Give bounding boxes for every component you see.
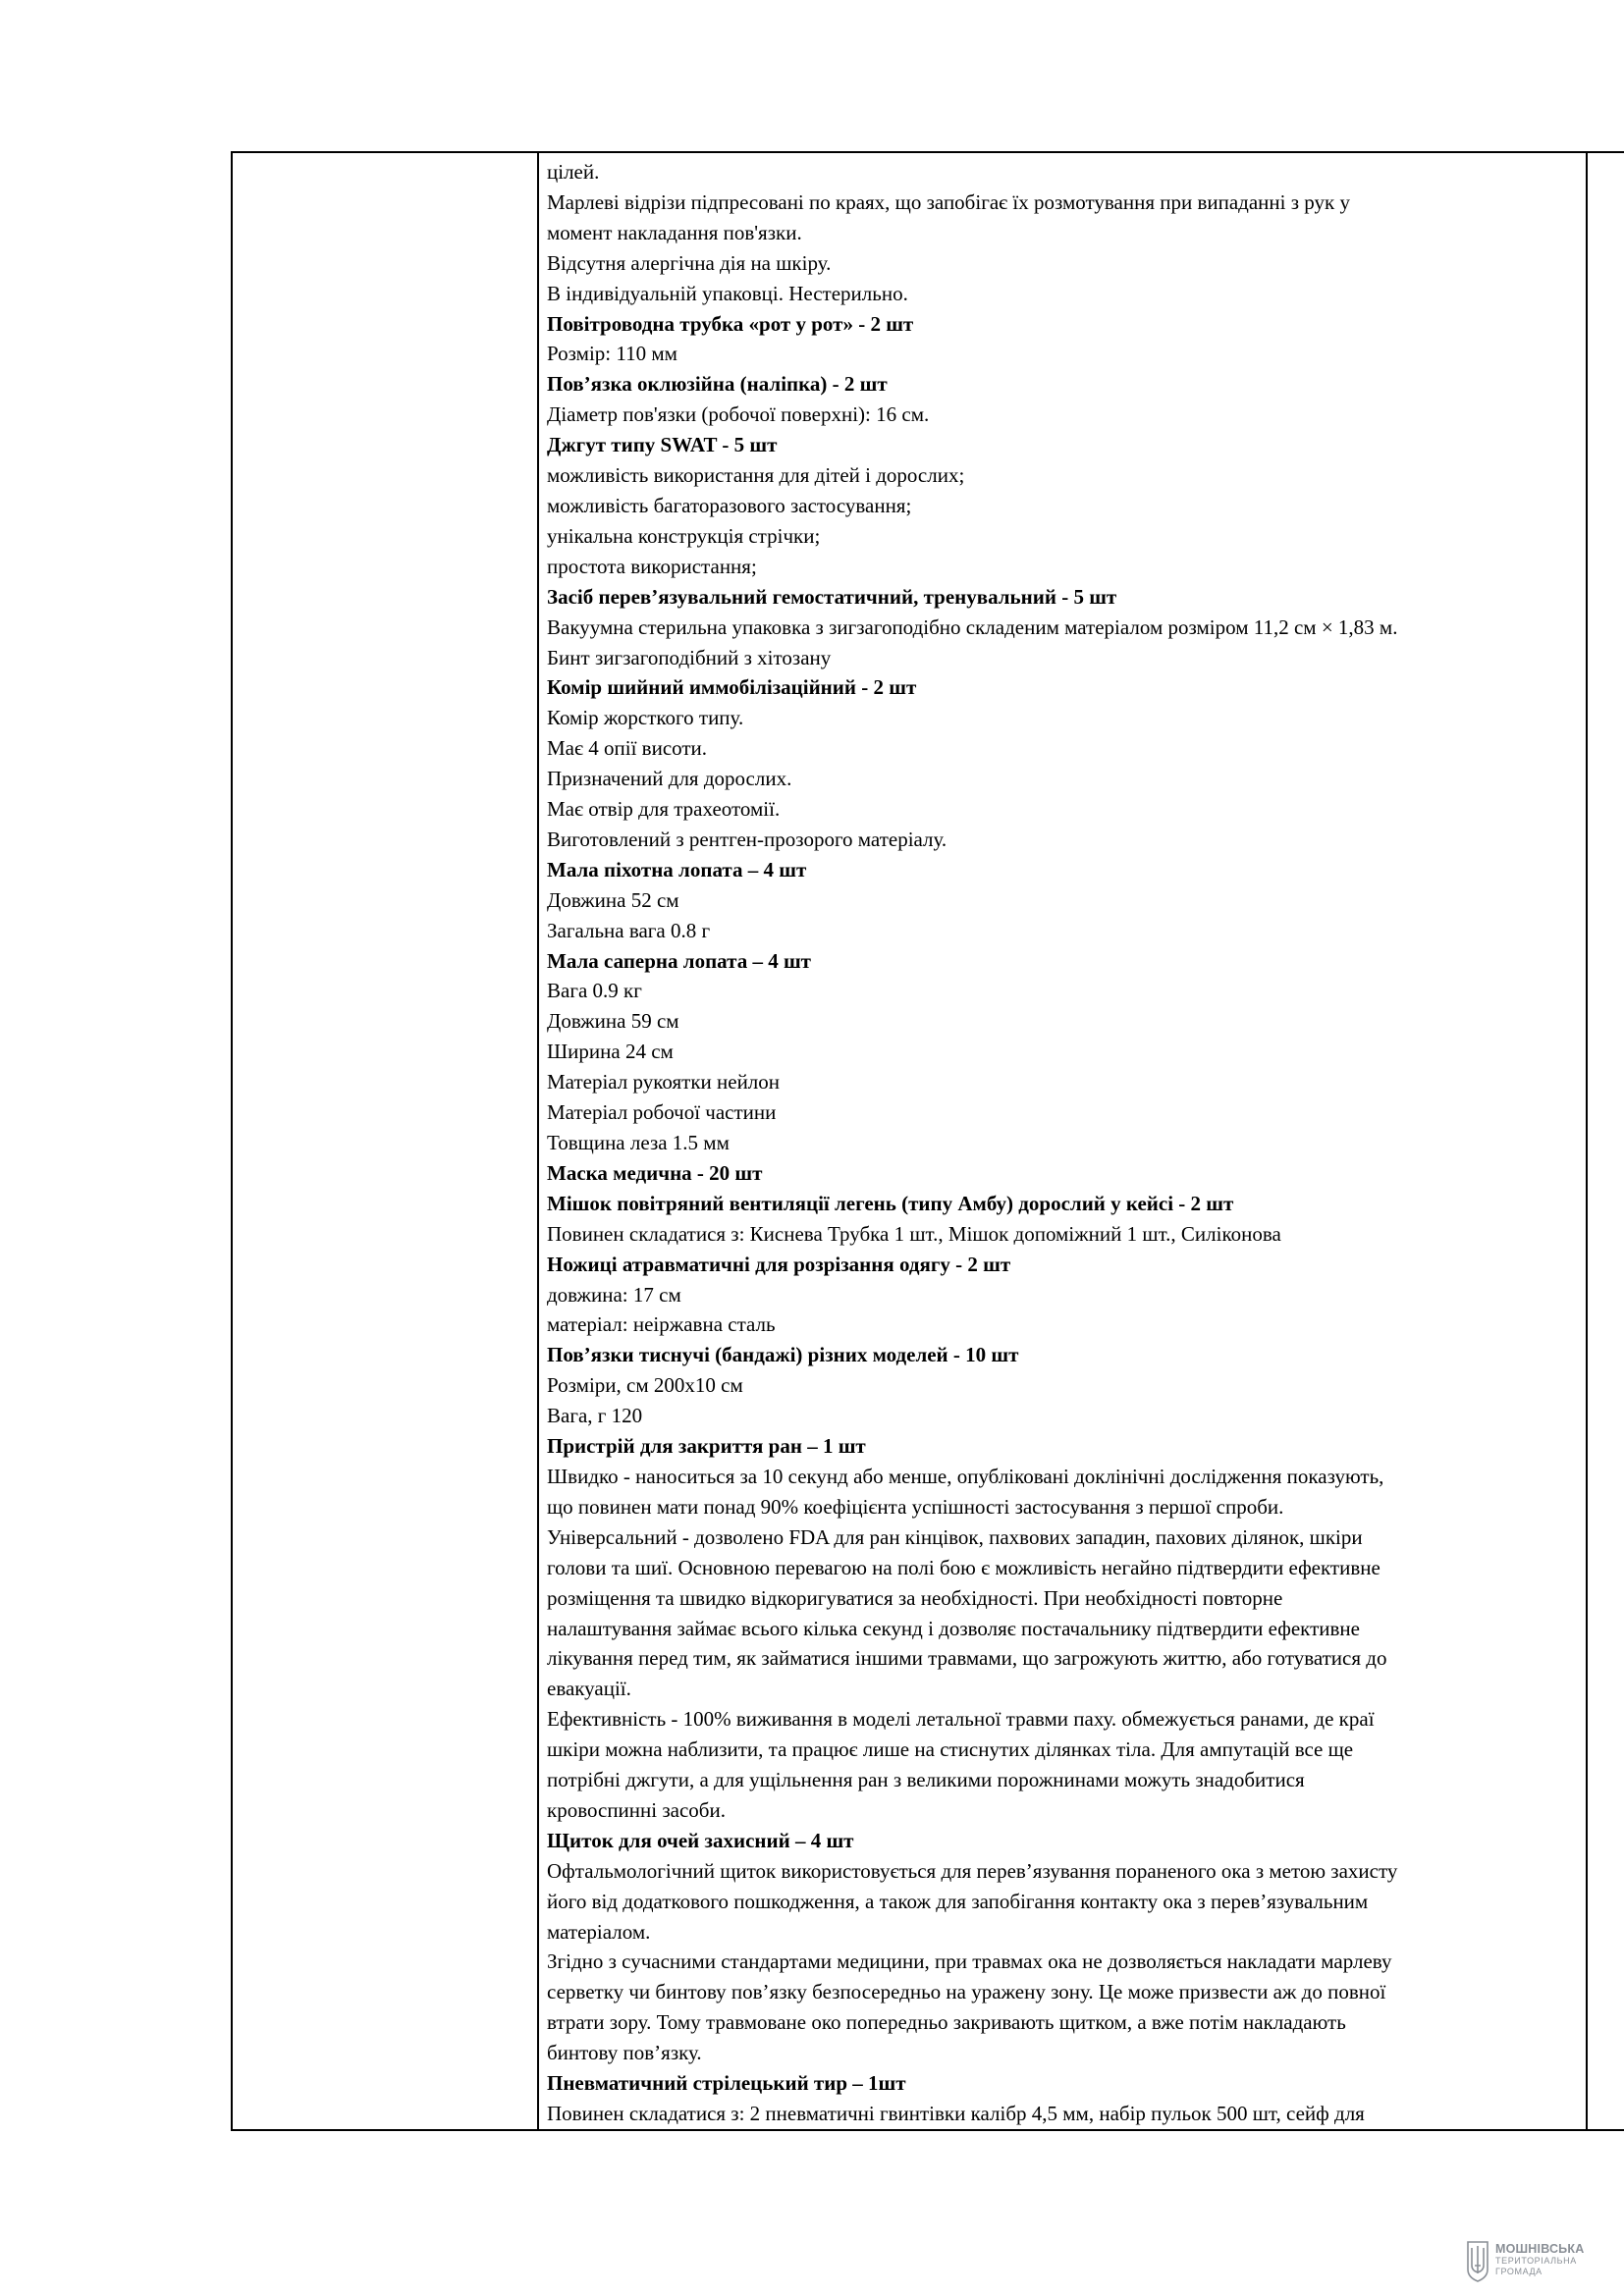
spec-table — [231, 151, 1624, 2131]
text-line: Бинт зигзагоподібний з хітозану — [547, 645, 832, 669]
text-line: Офтальмологічний щиток використовується для перев’язування пораненого ока з метою захисту — [547, 1858, 1398, 1883]
text-line: Ширина 24 см — [547, 1040, 674, 1064]
text-line: потрібні джгути, а для ущільнення ран з великими порожнинами можуть знадобитися — [547, 1768, 1305, 1792]
text-line: цілей. — [547, 160, 600, 184]
item-heading: Пов’язки тиснучі (бандажі) різних моделей - 10 шт — [547, 1343, 1019, 1367]
text-line: Швидко - наноситься за 10 секунд або менше, опубліковані доклінічні дослідження показують, — [547, 1464, 1384, 1488]
text-line: Універсальний - дозволено FDA для ран кінцівок, пахвових западин, пахових ділянок, шкіри — [547, 1524, 1363, 1549]
item-heading: Пневматичний стрілецький тир – 1шт — [547, 2071, 906, 2096]
text-line: Вага 0.9 кг — [547, 979, 642, 1003]
text-line: Ефективність - 100% виживання в моделі летальної травми паху. обмежується ранами, де краї — [547, 1707, 1375, 1732]
table-row — [232, 152, 1624, 2130]
text-line: матеріал: неіржавна сталь — [547, 1312, 776, 1337]
text-line: Розміри, см 200х10 см — [547, 1373, 743, 1398]
text-line: серветку чи бинтову пов’язку безпосередньо на уражену зону. Це може призвести аж до повної — [547, 1980, 1386, 2004]
text-line: Загальна вага 0.8 г — [547, 918, 711, 942]
text-line: лікування перед тим, як займатися іншими травмами, що загрожують життю, або готуватися до — [547, 1646, 1387, 1671]
text-line: що повинен мати понад 90% коефіцієнта успішності застосування з першої спроби. — [547, 1494, 1284, 1519]
text-line: Згідно з сучасними стандартами медицини, при травмах ока не дозволяється накладати марлеву — [547, 1949, 1392, 1974]
item-heading: Щиток для очей захисний – 4 шт — [547, 1828, 854, 1852]
item-heading: Мішок повітряний вентиляції легень (типу Амбу) дорослий у кейсі - 2 шт — [547, 1191, 1234, 1215]
text-line: його від додаткового пошкодження, а також для запобігання контакту ока з перев’язувальним — [547, 1889, 1369, 1913]
text-line: бинтову пов’язку. — [547, 2041, 702, 2065]
item-heading: Мала саперна лопата – 4 шт — [547, 948, 811, 973]
text-line: В індивідуальній упаковці. Нестерильно. — [547, 281, 908, 305]
text-line: Повинен складатися з: Киснева Трубка 1 шт., Мішок допоміжний 1 шт., Силіконова — [547, 1221, 1281, 1246]
text-line: можливість використання для дітей і дорослих; — [547, 463, 965, 488]
text-line: Довжина 52 см — [547, 887, 679, 912]
text-line: Марлеві відрізи підпресовані по краях, що запобігає їх розмотування при випаданні з рук у — [547, 189, 1350, 214]
text-line: Має 4 опії висоти. — [547, 736, 708, 761]
text-line: Матеріал рукоятки нейлон — [547, 1070, 781, 1095]
community-watermark — [1466, 2238, 1613, 2287]
trident-emblem-icon — [1466, 2240, 1489, 2283]
text-line: Призначений для дорослих. — [547, 767, 792, 791]
text-line: Діаметр пов'язки (робочої поверхні): 16 см. — [547, 402, 930, 427]
text-line: втрати зору. Тому травмоване око попередньо закривають щитком, а вже потім накладають — [547, 2010, 1346, 2035]
text-line: Вакуумна стерильна упаковка з зигзагоподібно складеним матеріалом розміром 11,2 см × 1,83 м. — [547, 614, 1398, 639]
watermark-title: МОШНІВСЬКА — [1495, 2242, 1585, 2256]
table-cell-left — [232, 152, 538, 2130]
text-line: Відсутня алергічна дія на шкіру. — [547, 250, 832, 275]
text-line: евакуації. — [547, 1677, 631, 1701]
text-line: голови та шиї. Основною перевагою на полі бою є можливість негайно підтвердити ефективне — [547, 1555, 1380, 1579]
text-line: Матеріал робочої частини — [547, 1100, 777, 1125]
item-heading: Ножиці атравматичні для розрізання одягу - 2 шт — [547, 1252, 1011, 1276]
item-heading: Джгут типу SWAT - 5 шт — [547, 433, 778, 457]
text-line: Довжина 59 см — [547, 1009, 679, 1034]
text-line: матеріалом. — [547, 1919, 651, 1944]
text-line: момент накладання пов'язки. — [547, 220, 802, 244]
description-text — [539, 153, 1586, 2129]
item-heading: Мала піхотна лопата – 4 шт — [547, 857, 807, 881]
watermark-subtitle: ГРОМАДА — [1495, 2266, 1543, 2276]
text-line: кровоспинні засоби. — [547, 1797, 726, 1822]
text-line: Повинен складатися з: 2 пневматичні гвинтівки калібр 4,5 мм, набір пульок 500 шт, сейф для — [547, 2102, 1365, 2125]
text-line: Розмір: 110 мм — [547, 342, 677, 366]
text-line: унікальна конструкція стрічки; — [547, 523, 821, 548]
table-cell-right — [1587, 152, 1624, 2130]
item-heading: Повітроводна трубка «рот у рот» - 2 шт — [547, 311, 914, 336]
text-line: Комір жорсткого типу. — [547, 706, 744, 730]
text-line: простота використання; — [547, 554, 757, 578]
text-line: можливість багаторазового застосування; — [547, 493, 912, 517]
text-line: Товщина леза 1.5 мм — [547, 1131, 730, 1154]
item-heading: Комір шийний иммобілізаційний - 2 шт — [547, 675, 917, 700]
text-line: налаштування займає всього кілька секунд і дозволяє постачальнику підтвердити ефективне — [547, 1616, 1360, 1640]
text-line: Виготовлений з рентген-прозорого матеріалу. — [547, 827, 947, 851]
watermark-text — [1495, 2242, 1584, 2276]
item-heading: Засіб перев’язувальний гемостатичний, тренувальний - 5 шт — [547, 584, 1117, 609]
watermark-subtitle: ТЕРИТОРІАЛЬНА — [1495, 2256, 1577, 2266]
text-line: шкіри можна наблизити, та працює лише на стиснутих ділянках тіла. Для ампутацій все ще — [547, 1737, 1354, 1762]
item-heading: Маска медична - 20 шт — [547, 1160, 763, 1185]
item-heading: Пов’язка оклюзійна (наліпка) - 2 шт — [547, 372, 888, 397]
item-heading: Пристрій для закриття ран – 1 шт — [547, 1434, 866, 1459]
text-line: Вага, г 120 — [547, 1404, 643, 1428]
text-line: розміщення та швидко відкоригуватися за необхідності. При необхідності повторне — [547, 1585, 1283, 1610]
table-cell-description — [538, 152, 1587, 2130]
text-line: довжина: 17 см — [547, 1282, 681, 1307]
text-line: Має отвір для трахеотомії. — [547, 797, 781, 822]
